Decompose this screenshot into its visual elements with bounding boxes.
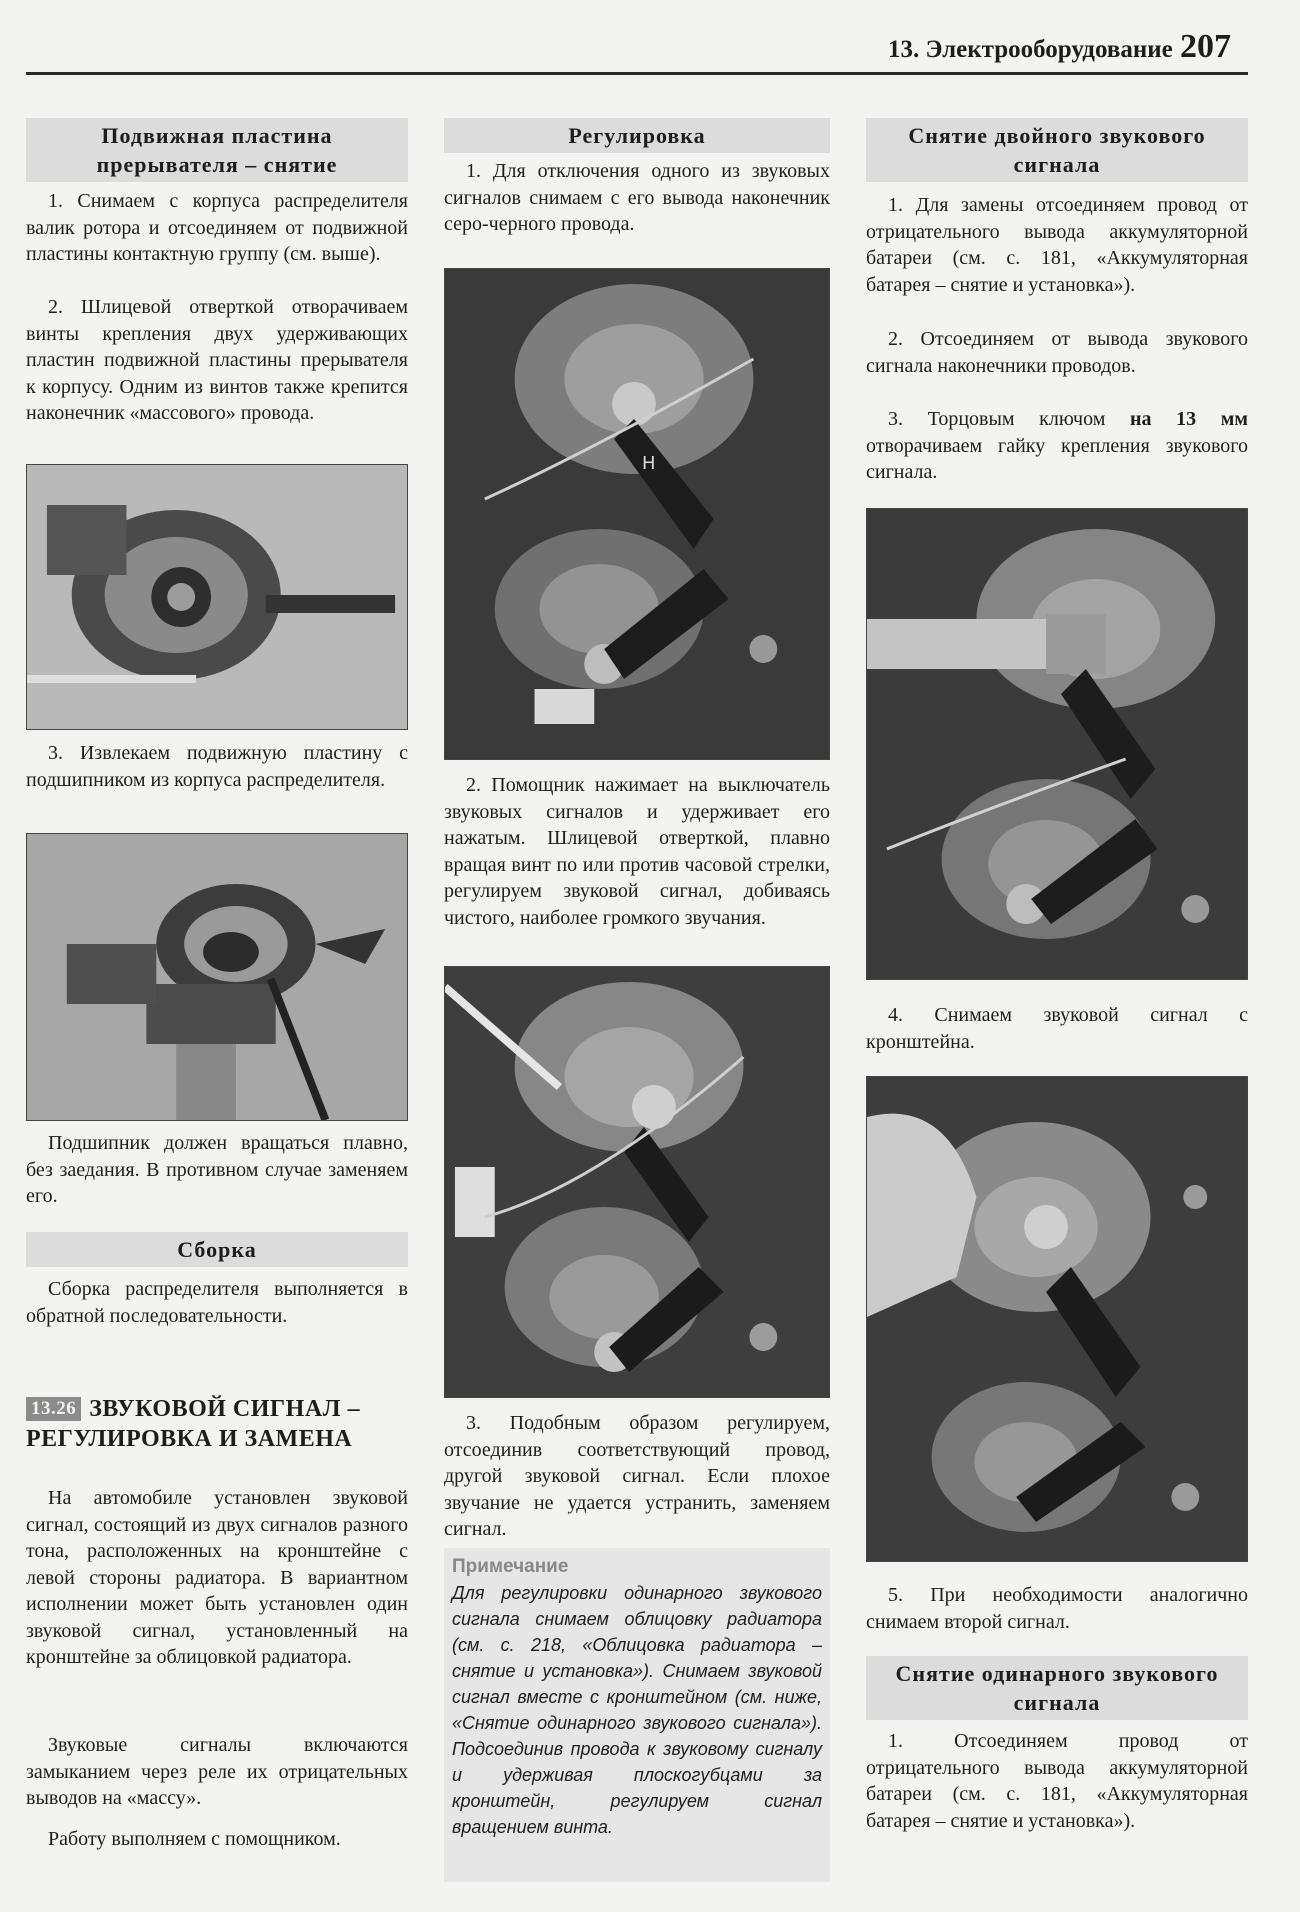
photo-horn-removed-from-bracket [866,1076,1248,1562]
paragraph: 5. При необходимости аналогично снимаем второй сигнал. [866,1584,1248,1633]
paragraph: 1. Для замены отсоединяем провод от отрицательного вывода аккумуляторной батареи (см. с. 181, «Аккумуляторная батарея – снятие и установка»). [866,194,1248,296]
heading-adjustment: Регулировка [444,118,830,153]
step-text: отворачиваем гайку крепления звукового сигнала. [866,434,1248,483]
horn-marking-label: Н [641,452,656,475]
column-right [866,0,1248,1912]
section-title [26,1394,408,1454]
paragraph: На автомобиле установлен звуковой сигнал, состоящий из двух сигналов разного тона, расположенных на кронштейне с левой стороны радиатора. В вариантном исполнении может быть установлен один звуковой сигнал, установленный на кронштейне за облицовкой радиатора. [26,1487,408,1668]
paragraph [866,406,1248,486]
section-number: 13.26 [26,1397,81,1421]
photo-distributor-breaker-plate [26,464,408,730]
paragraph: 1. Снимаем с корпуса распределителя валик ротора и отсоединяем от подвижной пластины контактную группу (см. выше). [26,190,408,265]
running-header-chapter: 13. Электрооборудование [888,36,1173,63]
paragraph: 2. Отсоединяем от вывода звукового сигнала наконечники проводов. [866,328,1248,377]
paragraph: 1. Отсоединяем провод от отрицательного вывода аккумуляторной батареи (см. с. 181, «Аккумуляторная батарея – снятие и установка»). [866,1730,1248,1832]
paragraph: Сборка распределителя выполняется в обратной последовательности. [26,1278,408,1327]
note-title: Примечание [452,1556,569,1577]
paragraph: Подшипник должен вращаться плавно, без заедания. В противном случае заменяем его. [26,1132,408,1207]
photo-horn-adjustment-screwdriver [444,966,830,1398]
step-text: 3. Торцовым ключом [888,408,1130,430]
column-middle [444,0,830,1912]
photo-double-horn-disconnect [444,268,830,760]
paragraph: Работу выполняем с помощником. [48,1828,341,1850]
paragraph: 1. Для отключения одного из звуковых сигналов снимаем с его вывода наконечник серо-черного провода. [444,160,830,235]
wrench-size: на 13 мм [1130,408,1248,430]
paragraph: 3. Извлекаем подвижную пластину с подшипником из корпуса распределителя. [26,742,408,791]
paragraph: Звуковые сигналы включаются замыканием через реле их отрицательных выводов на «массу». [26,1734,408,1809]
page-number: 207 [1180,28,1231,65]
paragraph: 3. Подобным образом регулируем, отсоединив соответствующий провод, другой звуковой сигнал. Если плохое звучание не удается устранить, заменяем сигнал. [444,1412,830,1540]
heading-double-horn-removal: Снятие двойного звукового сигнала [866,118,1248,182]
photo-socket-wrench-on-horn [866,508,1248,980]
note-box [444,1548,830,1882]
paragraph: 2. Помощник нажимает на выключатель звуковых сигналов и удерживает его нажатым. Шлицевой отверткой, плавно вращая винт по или против часовой стрелки, регулируем звуковой сигнал, добиваясь чистого, наиболее громкого звучания. [444,774,830,929]
heading-single-horn-removal: Снятие одинарного звукового сигнала [866,1656,1248,1720]
paragraph: 2. Шлицевой отверткой отворачиваем винты крепления двух удерживающих пластин подвижной пластины прерывателя к корпусу. Одним из винтов также крепится наконечник «массового» провода. [26,296,408,424]
heading-assembly: Сборка [26,1232,408,1267]
note-text: Для регулировки одинарного звукового сигнала снимаем облицовку радиатора (см. с. 218, «Облицовка радиатора – снятие и установка»). Снимаем звуковой сигнал вместе с кронштейном (см. ниже, «Снятие одинарного звукового сигнала»). Подсоединив провода к звуковому сигналу и удерживая плоскогубцами за кронштейн, регулируем сигнал вращением винта. [452,1583,822,1837]
paragraph: 4. Снимаем звуковой сигнал с кронштейна. [866,1004,1248,1053]
photo-breaker-plate-with-bearing [26,833,408,1121]
column-left [26,0,408,1912]
section-title-text: ЗВУКОВОЙ СИГНАЛ – РЕГУЛИРОВКА И ЗАМЕНА [26,1396,361,1452]
heading-breaker-plate-removal: Подвижная пластина прерывателя – снятие [26,118,408,182]
